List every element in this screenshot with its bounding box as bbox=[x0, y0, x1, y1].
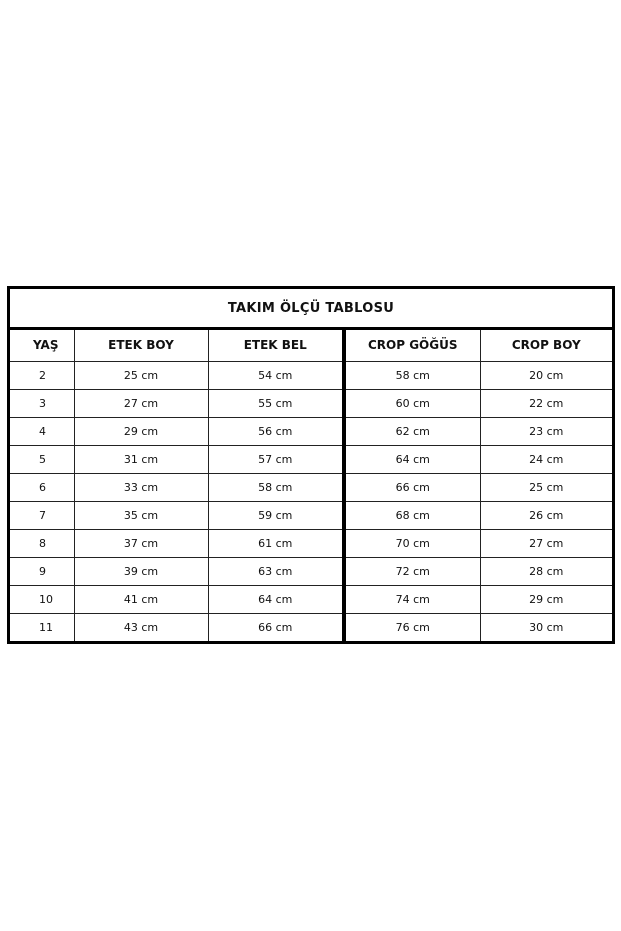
cell-crop-length: 24 cm bbox=[480, 445, 612, 473]
cell-skirt-waist: 54 cm bbox=[208, 361, 342, 389]
table-row bbox=[346, 529, 612, 557]
cell-skirt-waist: 58 cm bbox=[208, 473, 342, 501]
table-row bbox=[10, 585, 342, 613]
cell-crop-chest: 70 cm bbox=[346, 529, 480, 557]
cell-crop-length: 28 cm bbox=[480, 557, 612, 585]
table-row bbox=[10, 361, 342, 389]
header-age: YAŞ bbox=[10, 330, 74, 361]
table-row bbox=[10, 529, 342, 557]
cell-skirt-length: 33 cm bbox=[74, 473, 208, 501]
table-row bbox=[346, 585, 612, 613]
table-row bbox=[10, 389, 342, 417]
header-crop-length: CROP BOY bbox=[480, 330, 612, 361]
cell-skirt-waist: 55 cm bbox=[208, 389, 342, 417]
cell-crop-chest: 72 cm bbox=[346, 557, 480, 585]
cell-skirt-length: 31 cm bbox=[74, 445, 208, 473]
cell-skirt-waist: 64 cm bbox=[208, 585, 342, 613]
table-row bbox=[346, 473, 612, 501]
table-row bbox=[10, 473, 342, 501]
cell-age: 10 bbox=[10, 585, 74, 613]
table-row bbox=[346, 613, 612, 641]
table-row bbox=[346, 445, 612, 473]
cell-age: 3 bbox=[10, 389, 74, 417]
cell-crop-chest: 68 cm bbox=[346, 501, 480, 529]
cell-crop-chest: 66 cm bbox=[346, 473, 480, 501]
table-row bbox=[346, 557, 612, 585]
cell-age: 4 bbox=[10, 417, 74, 445]
cell-skirt-waist: 59 cm bbox=[208, 501, 342, 529]
cell-skirt-length: 41 cm bbox=[74, 585, 208, 613]
cell-skirt-length: 35 cm bbox=[74, 501, 208, 529]
cell-age: 7 bbox=[10, 501, 74, 529]
cell-skirt-length: 43 cm bbox=[74, 613, 208, 641]
cell-crop-length: 30 cm bbox=[480, 613, 612, 641]
cell-age: 8 bbox=[10, 529, 74, 557]
cell-crop-chest: 62 cm bbox=[346, 417, 480, 445]
cell-skirt-waist: 57 cm bbox=[208, 445, 342, 473]
table-row bbox=[346, 361, 612, 389]
cell-skirt-waist: 61 cm bbox=[208, 529, 342, 557]
cell-crop-length: 25 cm bbox=[480, 473, 612, 501]
table-row bbox=[346, 389, 612, 417]
cell-crop-length: 26 cm bbox=[480, 501, 612, 529]
cell-crop-length: 22 cm bbox=[480, 389, 612, 417]
cell-crop-length: 20 cm bbox=[480, 361, 612, 389]
cell-crop-length: 29 cm bbox=[480, 585, 612, 613]
cell-skirt-length: 25 cm bbox=[74, 361, 208, 389]
header-skirt-length: ETEK BOY bbox=[74, 330, 208, 361]
table-row bbox=[10, 445, 342, 473]
cell-crop-chest: 74 cm bbox=[346, 585, 480, 613]
table-row bbox=[346, 417, 612, 445]
table-row bbox=[10, 613, 342, 641]
cell-age: 2 bbox=[10, 361, 74, 389]
cell-skirt-waist: 56 cm bbox=[208, 417, 342, 445]
table-row bbox=[10, 417, 342, 445]
skirt-measurements-table bbox=[10, 330, 342, 641]
cell-age: 9 bbox=[10, 557, 74, 585]
header-row bbox=[346, 330, 612, 361]
cell-skirt-length: 27 cm bbox=[74, 389, 208, 417]
cell-crop-chest: 60 cm bbox=[346, 389, 480, 417]
cell-skirt-length: 37 cm bbox=[74, 529, 208, 557]
cell-crop-chest: 58 cm bbox=[346, 361, 480, 389]
cell-skirt-waist: 66 cm bbox=[208, 613, 342, 641]
cell-age: 6 bbox=[10, 473, 74, 501]
size-chart bbox=[7, 286, 615, 644]
cell-crop-chest: 64 cm bbox=[346, 445, 480, 473]
cell-crop-chest: 76 cm bbox=[346, 613, 480, 641]
crop-measurements-table bbox=[346, 330, 612, 641]
cell-skirt-waist: 63 cm bbox=[208, 557, 342, 585]
cell-crop-length: 23 cm bbox=[480, 417, 612, 445]
cell-skirt-length: 29 cm bbox=[74, 417, 208, 445]
chart-title: TAKIM ÖLÇÜ TABLOSU bbox=[10, 289, 612, 330]
header-skirt-waist: ETEK BEL bbox=[208, 330, 342, 361]
header-row bbox=[10, 330, 342, 361]
table-row bbox=[346, 501, 612, 529]
cell-crop-length: 27 cm bbox=[480, 529, 612, 557]
cell-age: 5 bbox=[10, 445, 74, 473]
table-row bbox=[10, 501, 342, 529]
cell-age: 11 bbox=[10, 613, 74, 641]
table-row bbox=[10, 557, 342, 585]
cell-skirt-length: 39 cm bbox=[74, 557, 208, 585]
header-crop-chest: CROP GÖĞÜS bbox=[346, 330, 480, 361]
